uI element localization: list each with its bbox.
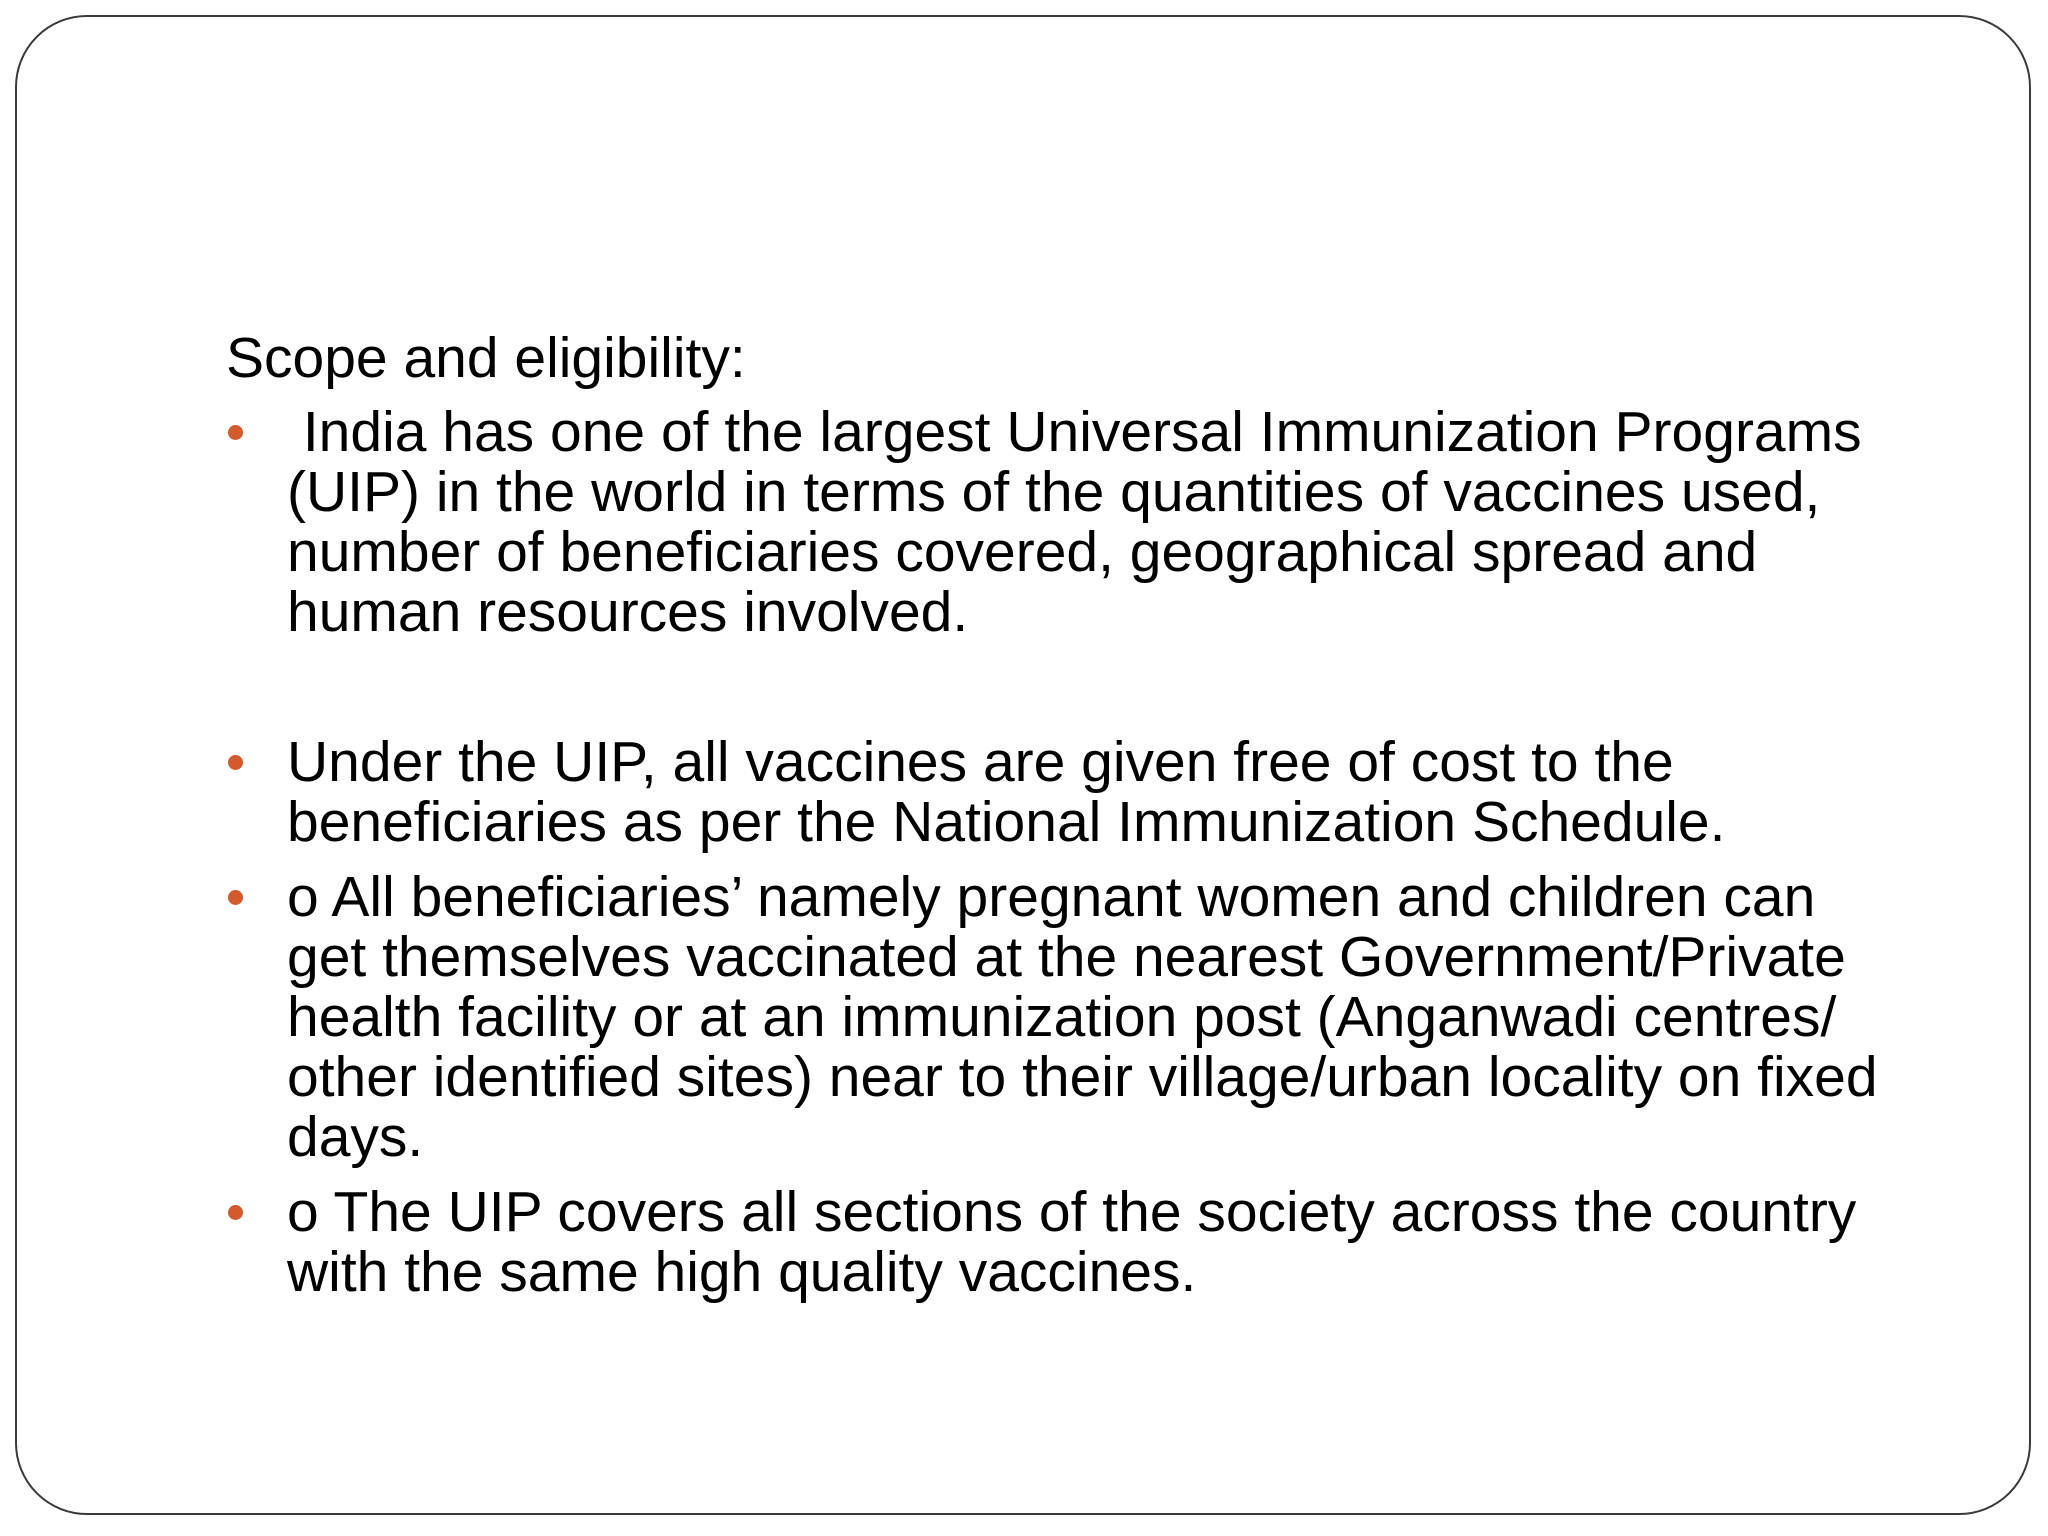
- bullet-text: o The UIP covers all sections of the society across the country with the same high quality vaccines.: [287, 1180, 1857, 1304]
- bullet-dot-icon: [228, 1205, 243, 1220]
- slide-heading: Scope and eligibility:: [226, 326, 746, 390]
- bullet-item: [226, 732, 1906, 852]
- bullet-dot-icon: [228, 425, 243, 440]
- slide-content: [226, 326, 1906, 1317]
- bullet-list: [226, 402, 1906, 1302]
- bullet-text: o All beneficiaries’ namely pregnant women and children can get themselves vaccinated at the nearest Government/Private health facility or at an immunization post (Anganwadi centres/ other identified sites) near to their village/urban locality on fixed days.: [287, 865, 1878, 1169]
- bullet-item: [226, 867, 1906, 1167]
- bullet-dot-icon: [228, 755, 243, 770]
- bullet-item: [226, 402, 1906, 642]
- bullet-item: [226, 1182, 1906, 1302]
- bullet-dot-icon: [228, 890, 243, 905]
- bullet-text: India has one of the largest Universal Immunization Programs (UIP) in the world in terms of the quantities of vaccines used, number of beneficiaries covered, geographical spread and human resources involved.: [287, 400, 1878, 644]
- bullet-text: Under the UIP, all vaccines are given free of cost to the beneficiaries as per the National Immunization Schedule.: [287, 730, 1726, 854]
